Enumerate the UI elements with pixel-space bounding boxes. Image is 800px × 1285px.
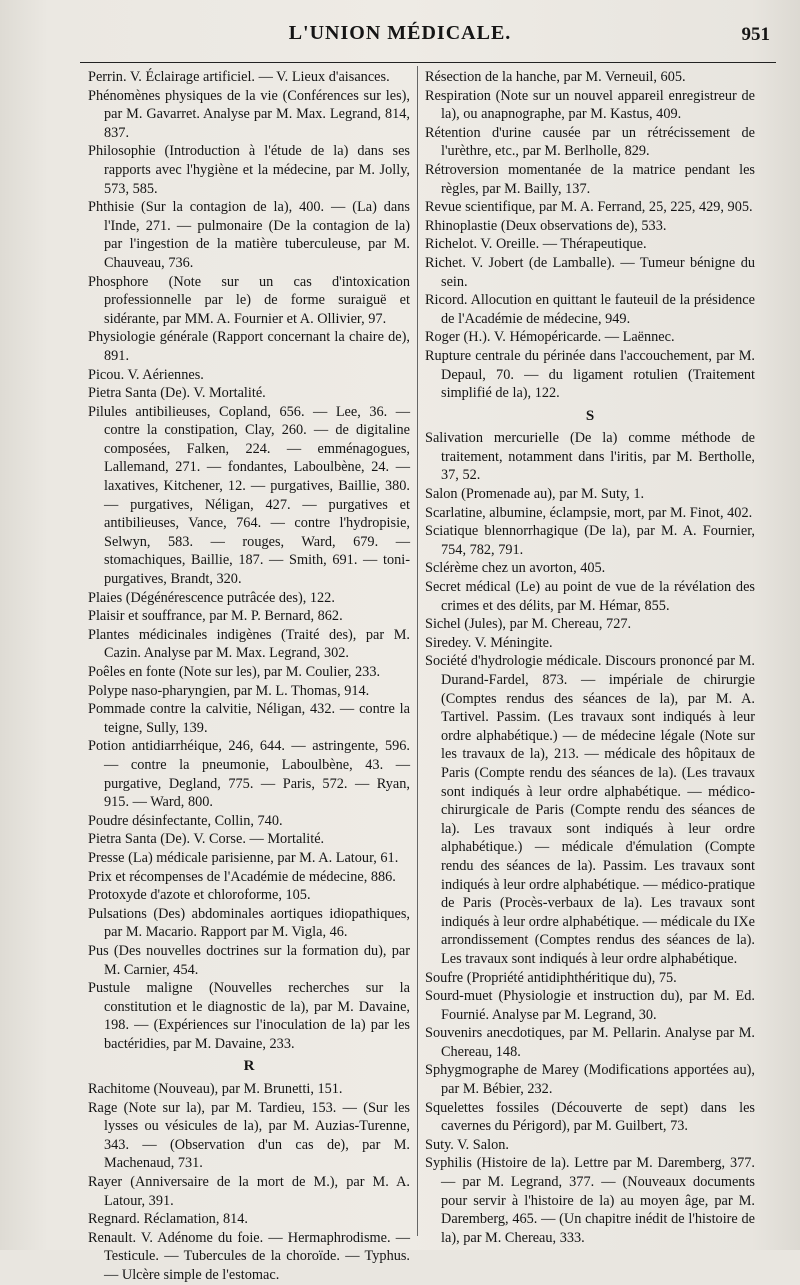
index-entry: Pietra Santa (De). V. Corse. — Mortalité.: [88, 831, 325, 848]
index-entry: Potion antidiarrhéique, 246, 644. — astringente, 596. — contre la pneumonie, Laboulbène, 43. — purgative, Degland, 775. — Paris, 572. — Ryan, 915. — Ward, 800.: [88, 738, 410, 811]
index-entry: Souvenirs anecdotiques, par M. Pellarin. Analyse par M. Chereau, 148.: [425, 1025, 755, 1060]
index-entry: Rayer (Anniversaire de la mort de M.), par M. A. Latour, 391.: [88, 1174, 410, 1209]
section-letter-r: R: [243, 1058, 255, 1075]
index-entry: Rhinoplastie (Deux observations de), 533.: [425, 217, 667, 234]
index-entry: Richet. V. Jobert (de Lamballe). — Tumeur bénigne du sein.: [425, 254, 755, 290]
index-entry: Pilules antibilieuses, Copland, 656. — Lee, 36. — contre la constipation, Clay, 260. — de digitaline composées, Falken, 224. — emménagogues, Lallemand, 271. — fondantes, Laboulbène, 24. — laxatives, Kitchener, 12. — purgatives, Baillie, 380. — purgatives, Néligan, 427. — purgatives et antibilieuses, Vance, 764. — contre l'hydropisie, Selwyn, 583. — rouges, Ward, 679. — stomachiques, Baillie, 187. — Smith, 691. — toni-purgatives, Brandt, 320.: [88, 403, 410, 588]
index-entry: Rupture centrale du périnée dans l'accouchement, par M. Depaul, 70. — du ligament rotulien (Traitement simplifié de la), 122.: [425, 347, 755, 402]
index-entry: Ricord. Allocution en quittant le fauteuil de la présidence de l'Académie de médecine, 949.: [425, 292, 755, 327]
index-entry: Sourd-muet (Physiologie et instruction du), par M. Ed. Fournié. Analyse par M. Legrand, 30.: [425, 988, 755, 1023]
index-entry: Regnard. Réclamation, 814.: [88, 1211, 249, 1228]
index-entry: Richelot. V. Oreille. — Thérapeutique.: [425, 236, 647, 253]
index-entry: Revue scientifique, par M. A. Ferrand, 25, 225, 429, 905.: [425, 199, 753, 216]
index-entry: Phthisie (Sur la contagion de la), 400. — (La) dans l'Inde, 271. — pulmonaire (De la contagion de la) par l'ingestion de la matière tuberculeuse, par M. Chauveau, 736.: [88, 199, 410, 271]
index-entry: Philosophie (Introduction à l'étude de la) dans ses rapports avec l'hygiène et la médecine, par M. Jolly, 573, 585.: [88, 143, 410, 197]
index-entry: Plaies (Dégénérescence putrâcée des), 122.: [88, 589, 335, 606]
index-entry: Poudre désinfectante, Collin, 740.: [88, 812, 283, 829]
left-column: [88, 68, 410, 1283]
index-entry: Rétention d'urine causée par un rétrécissement de l'urèthre, etc., par M. Berlholle, 829.: [425, 124, 755, 160]
index-entry: Pietra Santa (De). V. Mortalité.: [88, 385, 266, 402]
index-entry: Prix et récompenses de l'Académie de médecine, 886.: [88, 868, 396, 885]
index-entry: Salivation mercurielle (De la) comme méthode de traitement, notamment dans l'iritis, par M. Bertholle, 37, 52.: [425, 430, 755, 484]
index-entry: Rachitome (Nouveau), par M. Brunetti, 151.: [88, 1081, 343, 1098]
index-entry: Poêles en fonte (Note sur les), par M. Coulier, 233.: [88, 664, 381, 680]
index-entry: Salon (Promenade au), par M. Suty, 1.: [425, 486, 645, 503]
index-entry: Sphygmographe de Marey (Modifications apportées au), par M. Bébier, 232.: [425, 1062, 755, 1098]
index-entry: Résection de la hanche, par M. Verneuil, 605.: [425, 69, 686, 85]
index-entry: Scarlatine, albumine, éclampsie, mort, par M. Finot, 402.: [425, 504, 753, 521]
index-entry: Société d'hydrologie médicale. Discours prononcé par M. Durand-Fardel, 873. — impériale de chirurgie (Comptes rendus des séances de la), par M. A. Tartivel. Passim. (Les travaux sont indiqués à leur ordre alphabétique.) — de médecine légale (Note sur les travaux de la), 213. — médicale des hôpitaux de Paris (Compte rendu des séances de la). (Les travaux sont indiqués à leur ordre alphabétique. — médico-chirurgicale de Paris (Compte rendu des séances de la). Les travaux sont indiqués à leur ordre alphabétique.) — médicale d'émulation (Compte rendu des séances de la). Passim. Les travaux sont indiqués à leur ordre alphabétique. — médico-pratique de Paris (Procès-verbaux de la). Les travaux sont indiqués à leur ordre alphabétique. — médicale du IXe arrondissement (Comptes rendus des séances de la). Les travaux sont indiqués à leur ordre alphabétique.: [425, 653, 756, 967]
index-entry: Pommade contre la calvitie, Néligan, 432. — contre la teigne, Sully, 139.: [88, 701, 410, 736]
index-entry: Siredey. V. Méningite.: [425, 634, 553, 651]
index-entry: Pulsations (Des) abdominales aortiques idiopathiques, par M. Macario. Rapport par M. Vigla, 46.: [88, 905, 410, 941]
index-entry: Sciatique blennorrhagique (De la), par M. A. Fournier, 754, 782, 791.: [425, 523, 755, 558]
index-entry: Plantes médicinales indigènes (Traité des), par M. Cazin. Analyse par M. Max. Legrand, 302.: [88, 626, 410, 662]
index-entry: Polype naso-pharyngien, par M. L. Thomas, 914.: [88, 682, 370, 699]
index-entry: Pus (Des nouvelles doctrines sur la formation du), par M. Carnier, 454.: [88, 942, 410, 978]
index-entry: Soufre (Propriété antidiphthéritique du), 75.: [425, 969, 677, 986]
header-rule: [80, 62, 776, 63]
index-entry: Plaisir et souffrance, par M. P. Bernard, 862.: [88, 608, 343, 625]
index-entry: Syphilis (Histoire de la). Lettre par M. Daremberg, 377. — par M. Legrand, 377. — (Nouveaux documents pour servir à l'histoire de la) au moyen âge, par M. Daremberg, 465. — (Un chapitre inédit de l'histoire de la), par M. Chereau, 333.: [425, 1155, 755, 1246]
index-entry: Rétroversion momentanée de la matrice pendant les règles, par M. Bailly, 137.: [425, 161, 755, 197]
right-column: [425, 68, 756, 1246]
page-number: 951: [741, 24, 770, 45]
index-entry: Suty. V. Salon.: [425, 1136, 509, 1153]
index-entry: Squelettes fossiles (Découverte de sept) dans les cavernes du Périgord), par M. Guilbert, 73.: [425, 1099, 755, 1135]
index-entry: Protoxyde d'azote et chloroforme, 105.: [88, 887, 311, 904]
index-entry: Sclérème chez un avorton, 405.: [425, 560, 606, 577]
index-entry: Sichel (Jules), par M. Chereau, 727.: [425, 616, 632, 633]
section-letter-s: S: [585, 407, 595, 424]
index-entry: Phosphore (Note sur un cas d'intoxication professionnelle par le) de forme suraiguë et sidérante, par MM. A. Fournier et A. Ollivier, 97.: [88, 273, 410, 327]
journal-title: L'UNION MÉDICALE.: [288, 22, 512, 44]
running-head: [0, 22, 800, 56]
index-entry: Phénomènes physiques de la vie (Conférences sur les), par M. Gavarret. Analyse par M. Max. Legrand, 814, 837.: [88, 87, 410, 141]
index-entry: Perrin. V. Éclairage artificiel. — V. Lieux d'aisances.: [88, 69, 390, 85]
index-entry: Roger (H.). V. Hémopéricarde. — Laënnec.: [425, 329, 675, 346]
index-entry: Pustule maligne (Nouvelles recherches sur la constitution et le diagnostic de la), par M. Davaine, 198. — (Expériences sur l'inoculation de la) par les bactéridies, par M. Davaine, 233.: [88, 980, 410, 1052]
column-divider: [417, 66, 418, 1236]
index-entry: Secret médical (Le) au point de vue de la révélation des crimes et des délits, par M. Hémar, 855.: [425, 579, 755, 614]
index-entry: Respiration (Note sur un nouvel appareil enregistreur de la), ou anapnographe, par M. Kastus, 409.: [425, 87, 755, 123]
index-entry: Renault. V. Adénome du foie. — Hermaphrodisme. — Testicule. — Tubercules de la choroïde. — Typhus. — Ulcère simple de l'estomac.: [88, 1229, 410, 1283]
index-entry: Presse (La) médicale parisienne, par M. A. Latour, 61.: [88, 849, 399, 866]
index-entry: Picou. V. Aériennes.: [88, 366, 204, 383]
index-entry: Rage (Note sur la), par M. Tardieu, 153. — (Sur les lysses ou vésicules de la), par M. Auzias-Turenne, 343. — (Observation d'un cas de), par M. Machenaud, 731.: [88, 1099, 410, 1172]
index-entry: Physiologie générale (Rapport concernant la chaire de), 891.: [88, 329, 410, 364]
